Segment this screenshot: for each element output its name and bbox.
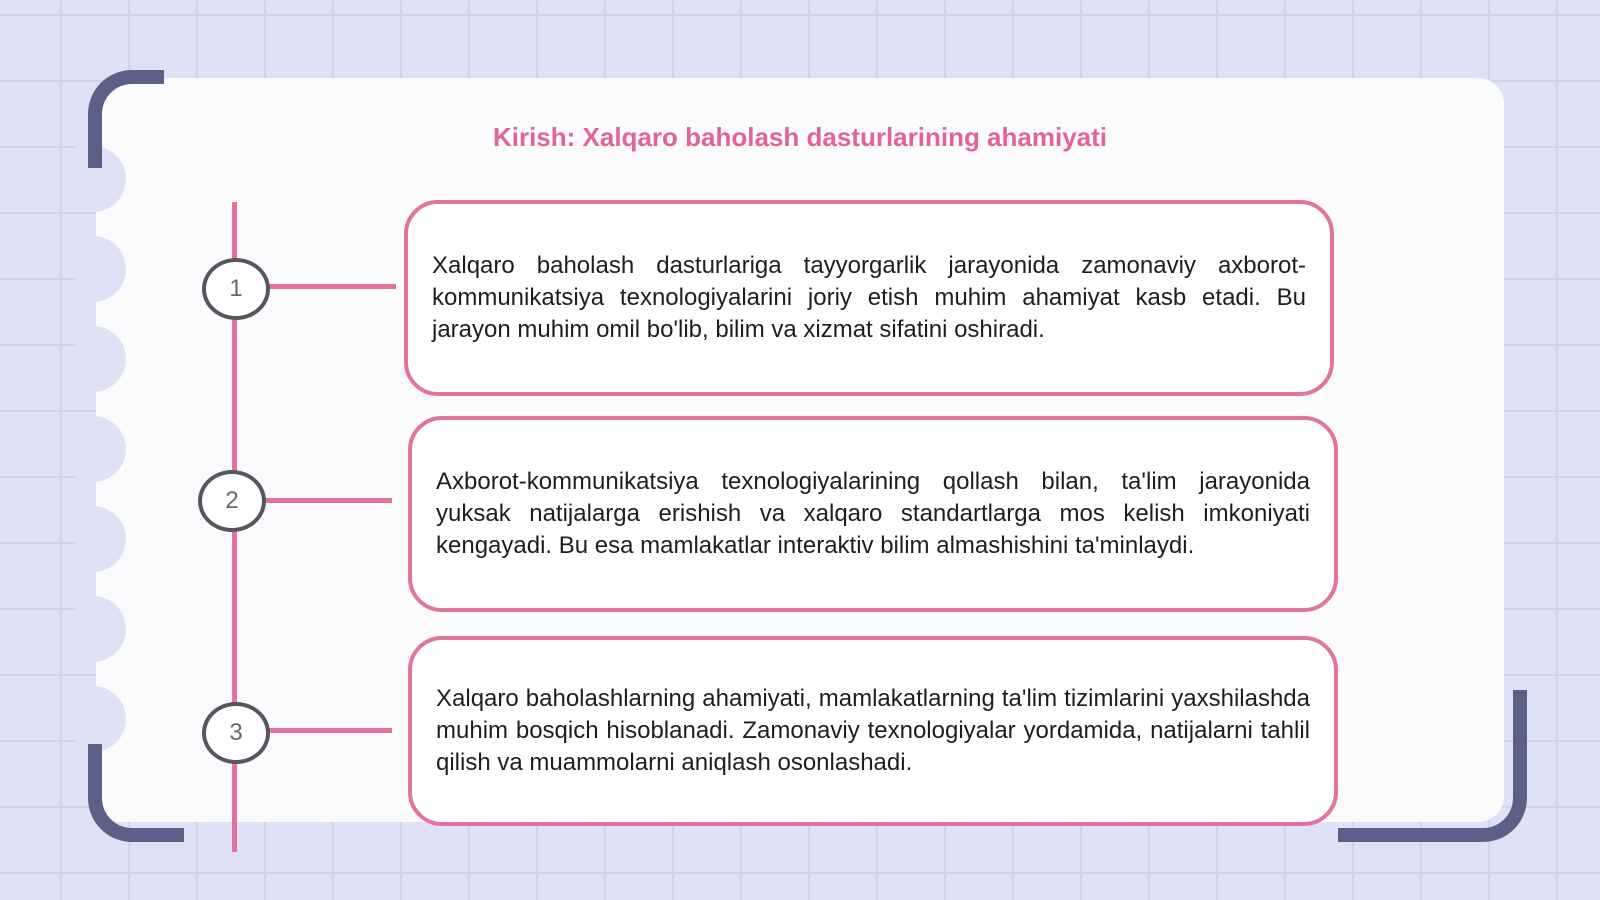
step-connector (266, 284, 396, 289)
frame-corner-top-left (88, 70, 164, 168)
step-number-badge: 1 (202, 258, 270, 320)
step-text: Axborot-kommunikatsiya texnologiyalarining qollash bilan, ta'lim jarayonida yuksak natijalarga erishish va xalqaro standartlarga mos kelish imkoniyati kengayadi. Bu esa mamlakatlar interaktiv bilim almashishini ta'minlaydi. (436, 468, 1310, 559)
step-connector (266, 728, 392, 733)
step-card (408, 636, 1338, 826)
step-text: Xalqaro baholash dasturlariga tayyorgarlik jarayonida zamonaviy axborot-kommunikatsiya texnologiyalarini joriy etish muhim ahamiyat kasb etadi. Bu jarayon muhim omil bo'lib, bilim va xizmat sifatini oshiradi. (432, 252, 1306, 343)
step-number-badge: 3 (202, 702, 270, 764)
slide-title: Kirish: Xalqaro baholash dasturlarining ahamiyati (492, 122, 1108, 152)
step-connector (262, 498, 392, 503)
frame-corner-bottom-right (1338, 690, 1527, 842)
step-card (408, 416, 1338, 612)
step-card (404, 200, 1334, 396)
step-text: Xalqaro baholashlarning ahamiyati, mamlakatlarning ta'lim tizimlarini yaxshilashda muhim bosqich hisoblanadi. Zamonaviy texnologiyalar yordamida, natijalarni tahlil qilish va muammolarni aniqlash osonlashadi. (436, 685, 1310, 776)
step-number-badge: 2 (198, 470, 266, 532)
frame-corner-bottom-left (88, 744, 184, 842)
